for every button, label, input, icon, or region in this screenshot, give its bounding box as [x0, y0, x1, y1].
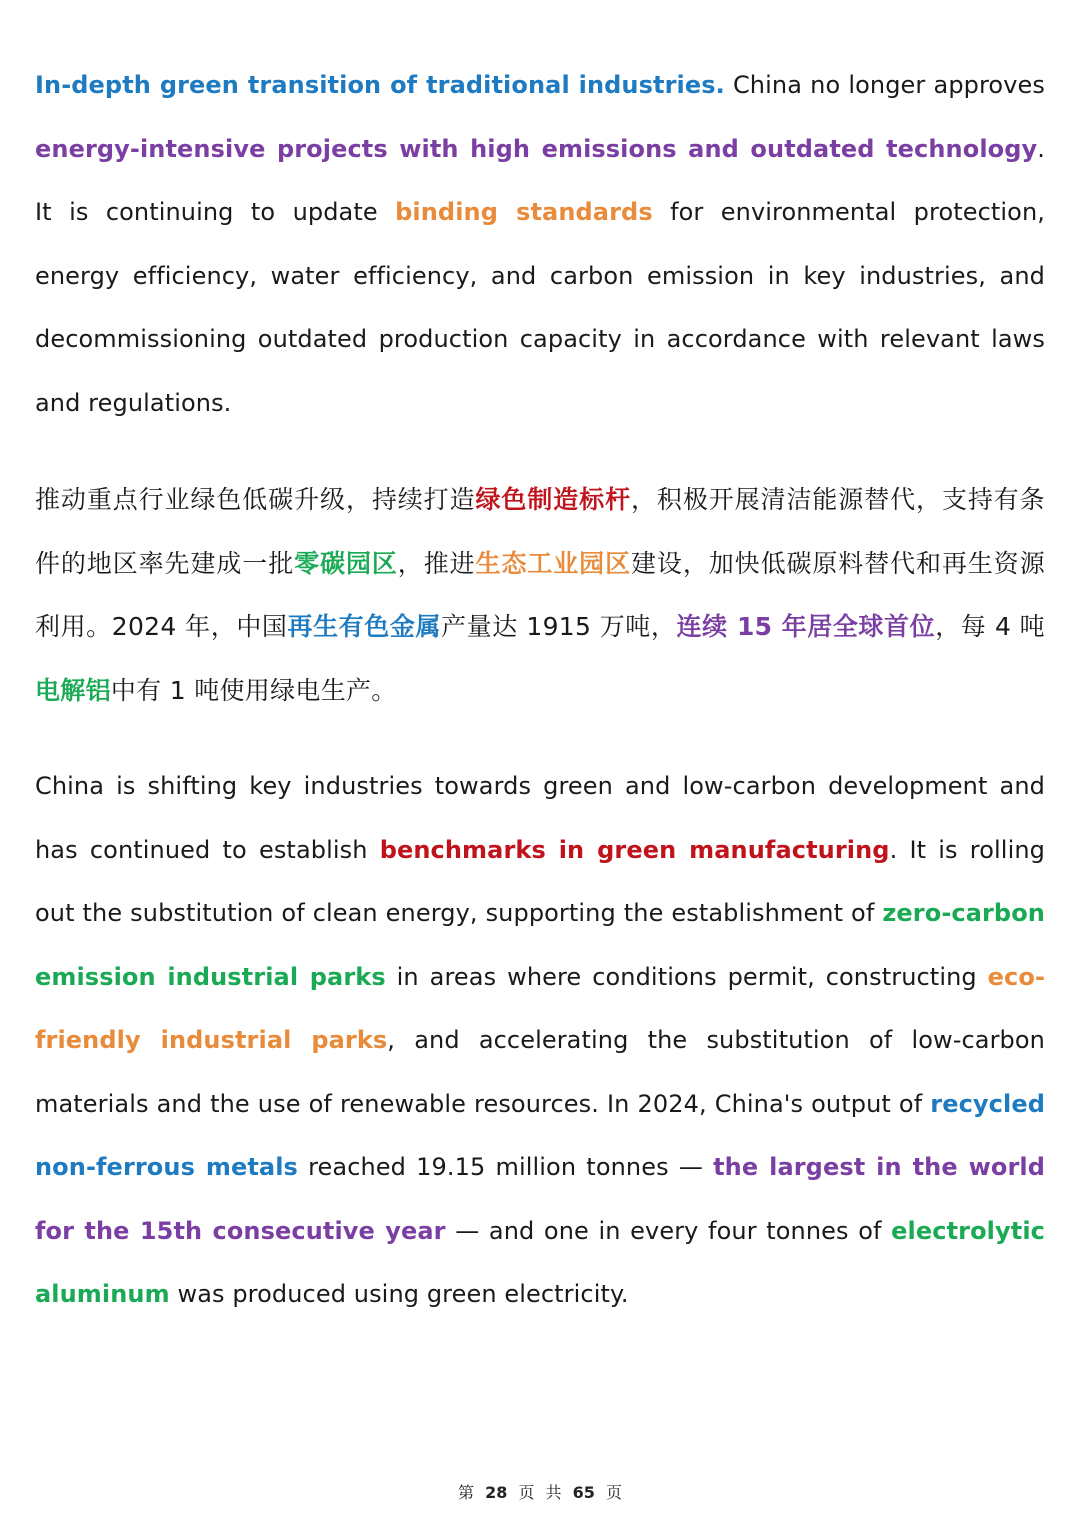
paragraph-en-2 [35, 755, 1045, 1327]
highlighted-term: binding standards [395, 198, 653, 226]
footer-page-unit: 页 [518, 1483, 535, 1502]
page-footer [0, 1480, 1080, 1503]
highlighted-term: the largest in the world for the 15th consecutive year [35, 1153, 1045, 1245]
highlighted-term: 生态工业园区 [475, 548, 632, 578]
highlighted-term: In-depth green transition of traditional industries. [35, 71, 725, 99]
highlighted-term: 电解铝 [35, 675, 111, 705]
body-text: ，推进 [397, 548, 476, 578]
document-body [35, 54, 1045, 1327]
body-text: 产量达 1915 万吨， [441, 612, 677, 641]
body-text: China is shifting key industries towards green and low-carbon development and has continued to establish [35, 772, 1045, 864]
footer-total-pages: 65 [572, 1483, 595, 1502]
footer-prefix: 第 [457, 1483, 474, 1502]
body-text: was produced using green electricity. [169, 1280, 629, 1308]
highlighted-term: energy-intensive projects with high emissions and outdated technology [35, 134, 1038, 163]
body-text: . It is rolling out the substitution of clean energy, supporting the establishment of [35, 835, 1045, 927]
highlighted-term: 再生有色金属 [287, 612, 442, 641]
highlighted-term: benchmarks in green manufacturing [379, 835, 890, 864]
highlighted-term: 绿色制造标杆 [475, 485, 631, 514]
highlighted-term: 连续 15 年居全球首位 [676, 612, 936, 641]
highlighted-term: electrolytic aluminum [35, 1216, 1045, 1308]
paragraph-en-1 [35, 54, 1045, 435]
body-text: 建设，加快低碳原料替代和再生资源利用。2024 年，中国 [35, 548, 1045, 641]
body-text: — and one in every four tonnes of [445, 1216, 892, 1245]
body-text: 中有 1 吨使用绿电生产。 [110, 675, 397, 705]
body-text: for environmental protection, energy efficiency, water efficiency, and carbon emission in key industries, and decommissioning outdated production capacity in accordance with relevant laws and regulations. [35, 198, 1046, 417]
highlighted-term: eco-friendly industrial parks [35, 962, 1046, 1054]
footer-total-prefix: 共 [545, 1483, 562, 1502]
body-text: reached 19.15 million tonnes — [297, 1153, 714, 1181]
body-text: , and accelerating the substitution of low-carbon materials and the use of renewable resources. In 2024, China's output of [35, 1026, 1045, 1118]
highlighted-term: 零碳园区 [294, 548, 398, 578]
body-text: in areas where conditions permit, constructing [385, 962, 988, 991]
footer-total-unit: 页 [606, 1483, 623, 1502]
footer-page-number: 28 [485, 1483, 508, 1502]
body-text: 推动重点行业绿色低碳升级，持续打造 [35, 485, 476, 514]
highlighted-term: zero-carbon emission industrial parks [35, 899, 1045, 991]
body-text: . It is continuing to update [35, 134, 1045, 226]
highlighted-term: recycled non-ferrous metals [35, 1089, 1045, 1181]
body-text: China no longer approves [724, 71, 1045, 99]
body-text: ，积极开展清洁能源替代，支持有条件的地区率先建成一批 [35, 485, 1045, 578]
body-text: ，每 4 吨 [935, 612, 1045, 641]
paragraph-zh [35, 468, 1045, 722]
